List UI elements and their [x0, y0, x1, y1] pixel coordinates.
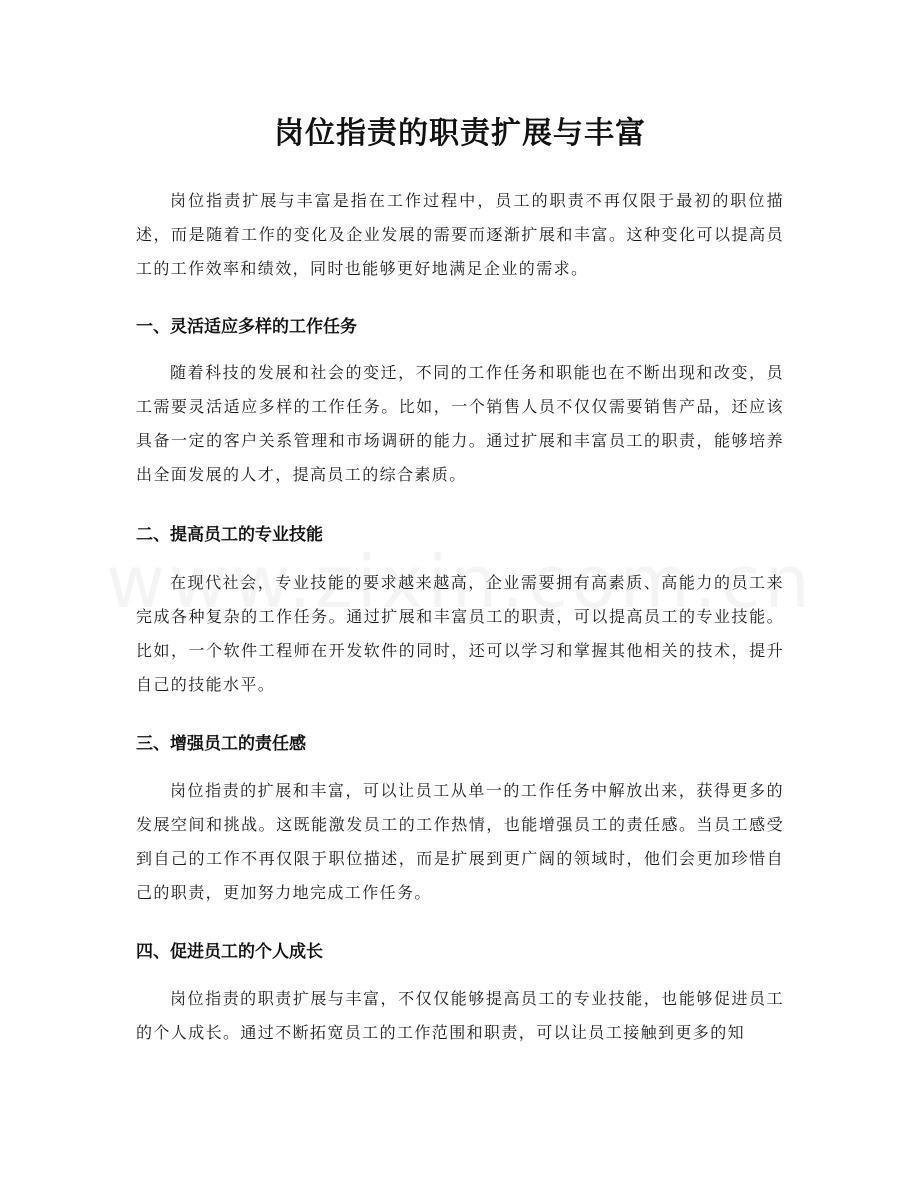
section-heading-3: 三、增强员工的责任感: [136, 734, 306, 754]
document-title: 岗位指责的职责扩展与丰富: [274, 116, 646, 151]
section-body-1: 随着科技的发展和社会的变迁，不同的工作任务和职能也在不断出现和改变，员工需要灵活适应多样的工作任务。比如，一个销售人员不仅仅需要销售产品，还应该具备一定的客户关系管理和市场调研的能力。通过扩展和丰富员工的职责，能够培养出全面发展的人才，提高员工的综合素质。: [136, 363, 784, 484]
section-body-4: 岗位指责的职责扩展与丰富，不仅仅能够提高员工的专业技能，也能够促进员工的个人成长。通过不断拓宽员工的工作范围和职责，可以让员工接触到更多的知: [136, 989, 784, 1042]
section-body-2: 在现代社会，专业技能的要求越来越高，企业需要拥有高素质、高能力的员工来完成各种复杂的工作任务。通过扩展和丰富员工的职责，可以提高员工的专业技能。比如，一个软件工程师在开发软件的同时，还可以学习和掌握其他相关的技术，提升自己的技能水平。: [136, 573, 784, 694]
section-heading-1: 一、灵活适应多样的工作任务: [136, 317, 357, 337]
section-body-3: 岗位指责的扩展和丰富，可以让员工从单一的工作任务中解放出来，获得更多的发展空间和挑战。这既能激发员工的工作热情，也能增强员工的责任感。当员工感受到自己的工作不再仅限于职位描述，而是扩展到更广阔的领域时，他们会更加珍惜自己的职责，更加努力地完成工作任务。: [136, 781, 784, 902]
intro-paragraph: 岗位指责扩展与丰富是指在工作过程中，员工的职责不再仅限于最初的职位描述，而是随着工作的变化及企业发展的需要而逐渐扩展和丰富。这种变化可以提高员工的工作效率和绩效，同时也能够更好地满足企业的需求。: [136, 191, 784, 278]
section-heading-2: 二、提高员工的专业技能: [136, 525, 323, 545]
section-heading-4: 四、促进员工的个人成长: [136, 942, 323, 962]
